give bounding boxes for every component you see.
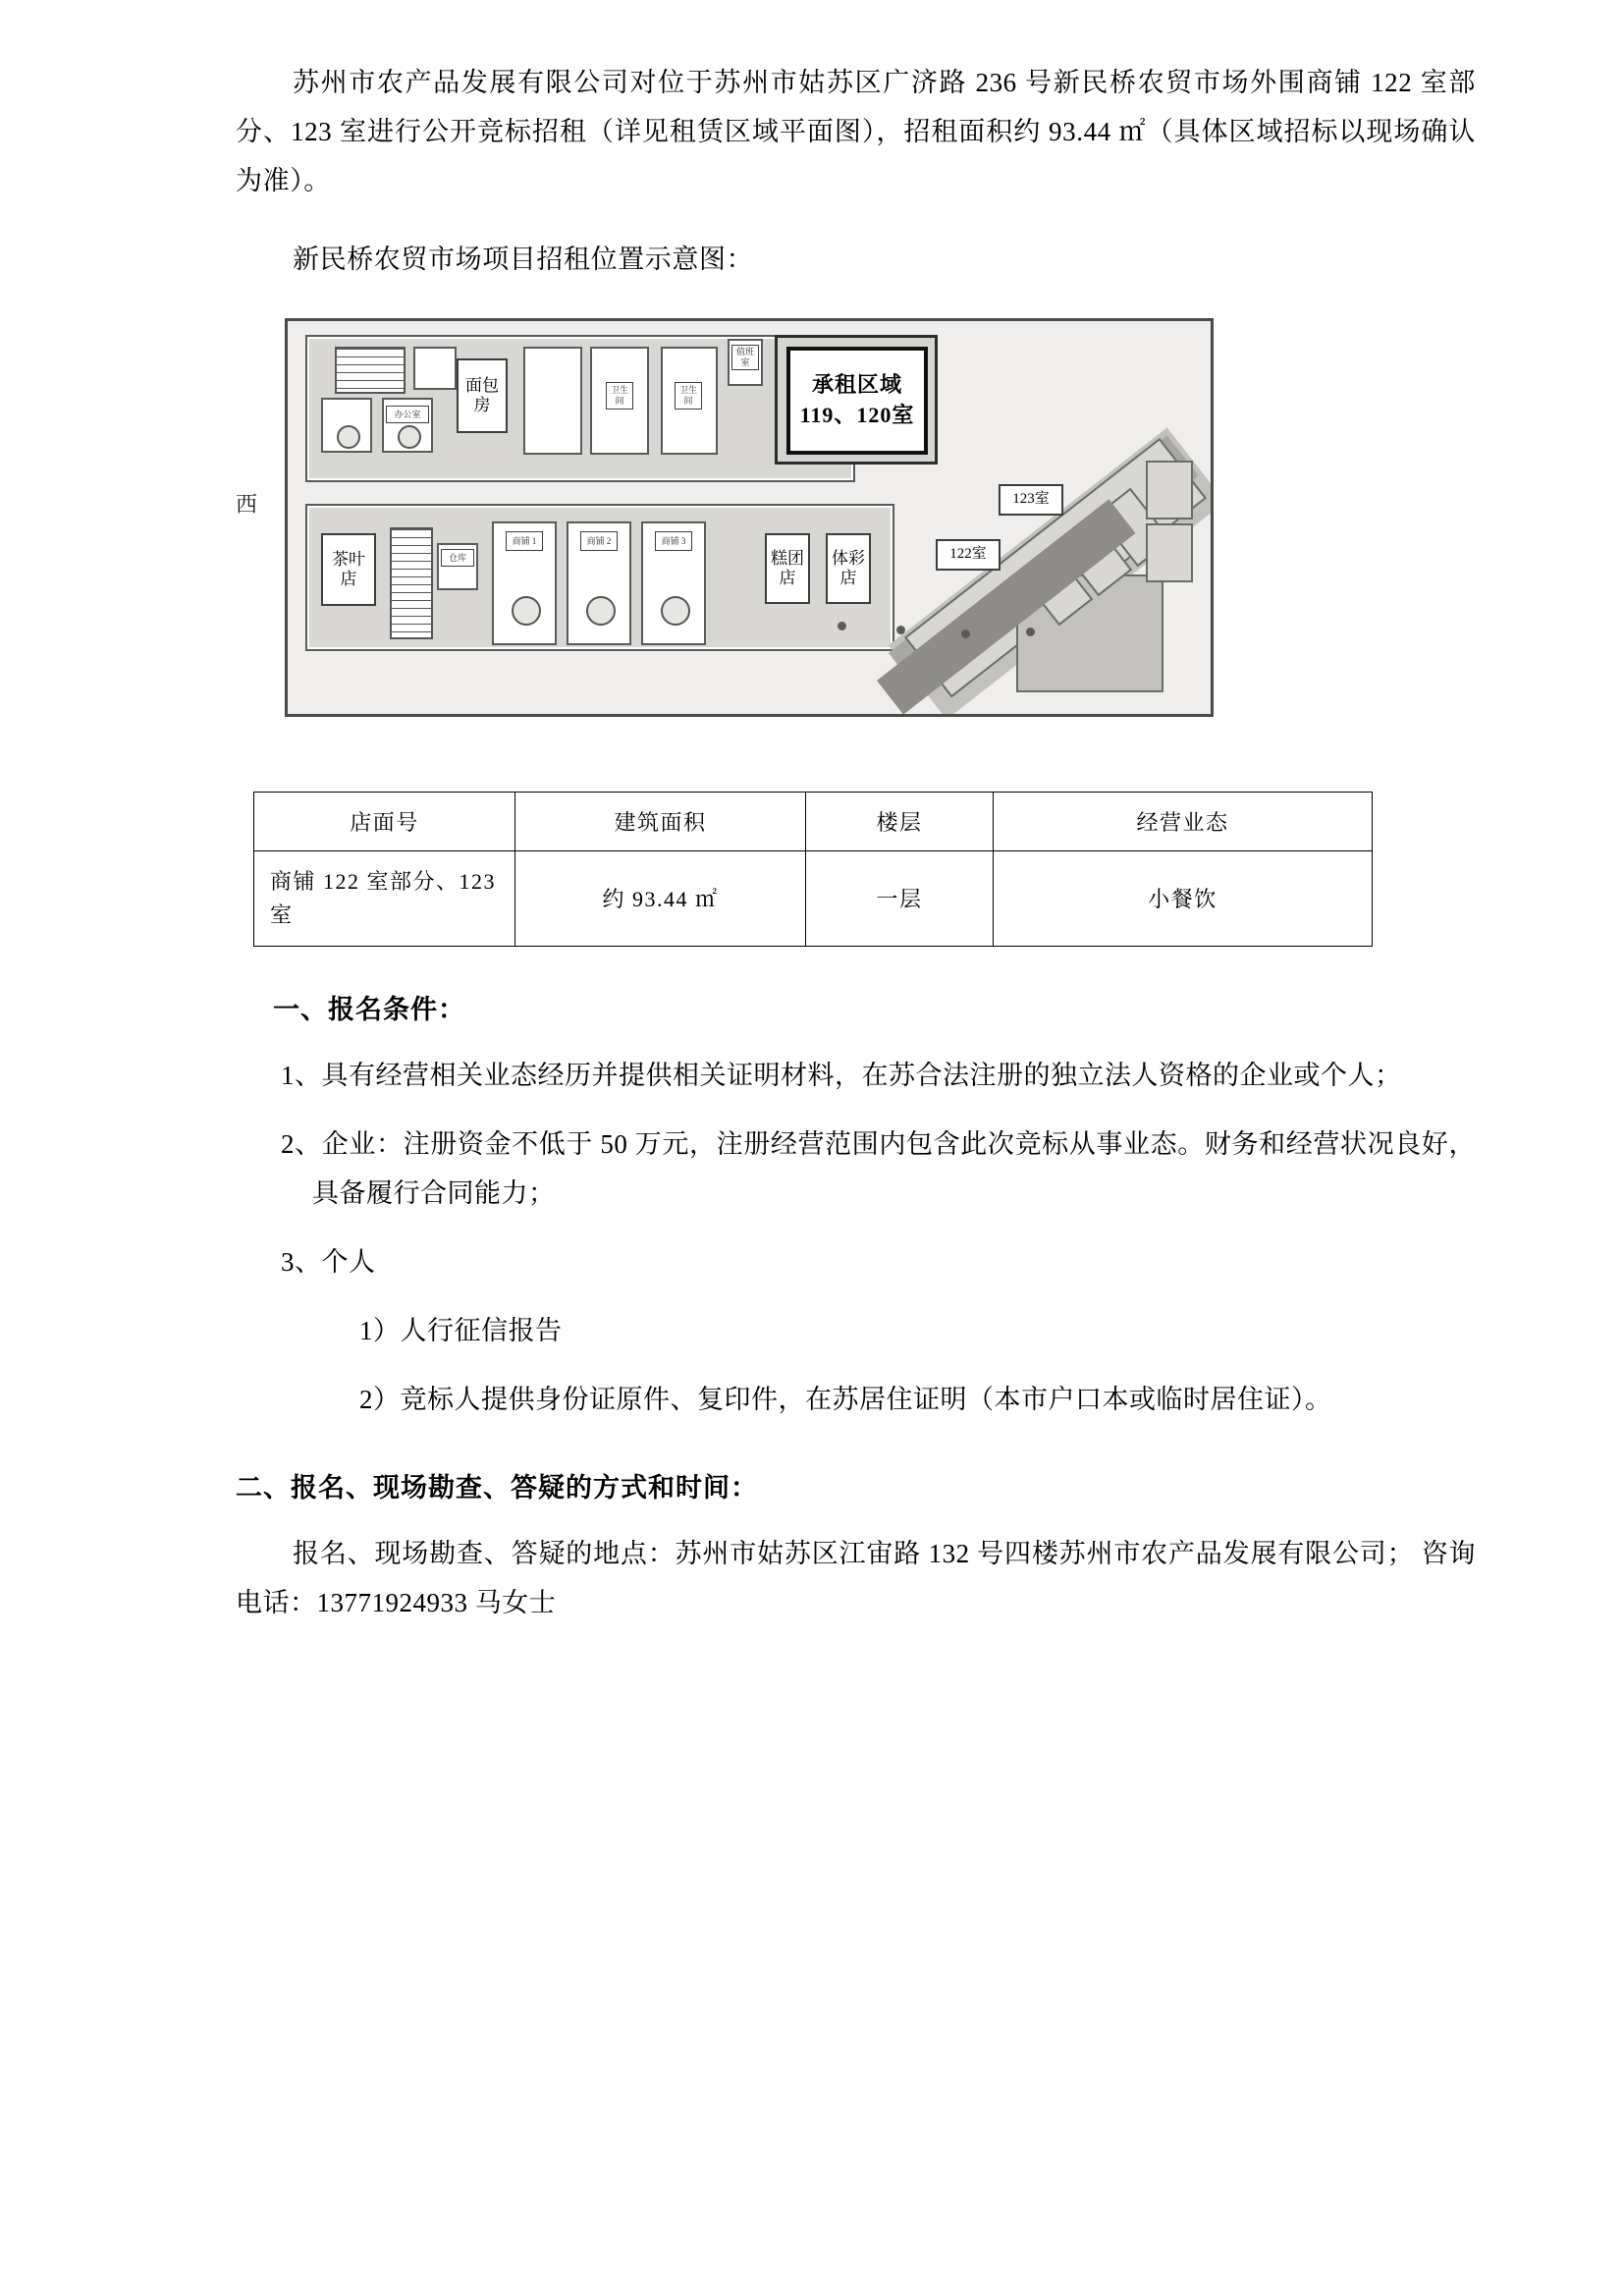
room-122-label: 122室 (936, 539, 1001, 571)
small-label-5: 商铺 1 (506, 531, 543, 551)
rent-area-rooms: 119、120室 (799, 402, 915, 427)
stair-icon (335, 347, 406, 394)
wing-unit-4 (1146, 461, 1193, 519)
small-label-6: 商铺 2 (580, 531, 618, 551)
fixture-circle-1 (337, 425, 360, 449)
room-123-label: 123室 (999, 484, 1063, 516)
upper-room-d (523, 347, 582, 455)
plan-dot-4 (1026, 628, 1035, 636)
cake-shop-label (765, 533, 810, 604)
tea-shop-label (321, 533, 376, 606)
section-1-item-2: 2、企业：注册资金不低于 50 万元，注册经营范围内包含此次竞标从事业态。财务和经营状况良好，具备履行合同能力； (281, 1128, 1476, 1208)
small-label-3: 值班室 (731, 345, 759, 370)
stair-icon-2 (390, 527, 433, 639)
rent-area-title: 承租区域 (811, 371, 902, 397)
section-1-subitem-2: 2）竞标人提供身份证原件、复印件，在苏居住证明（本市户口本或临时居住证）。 (359, 1384, 1332, 1414)
cell-shop-no: 商铺 122 室部分、123 室 (254, 850, 515, 946)
plan-dot-3 (961, 629, 970, 638)
plan-caption: 新民桥农贸市场项目招租位置示意图： (293, 244, 754, 274)
shop-info-table (253, 792, 1373, 947)
section-1-item-1: 1、具有经营相关业态经历并提供相关证明材料，在苏合法注册的独立法人资格的企业或个人； (281, 1060, 1402, 1090)
table-row (254, 850, 1373, 946)
section-1-subitem-1: 1）人行征信报告 (359, 1315, 563, 1345)
cell-area: 约 93.44 ㎡ (515, 850, 806, 946)
plan-dot-1 (838, 622, 846, 630)
lottery-shop-label (826, 533, 871, 604)
bakery-room-text: 面包房 (465, 376, 499, 414)
header-business: 经营业态 (994, 792, 1373, 850)
fixture-circle-4 (586, 596, 616, 626)
compass-west-label: 西 (236, 491, 258, 517)
fixture-circle-2 (398, 425, 421, 449)
floor-plan-canvas (285, 318, 1214, 717)
small-label-4: 仓库 (441, 549, 474, 567)
section-1-title: 一、报名条件： (273, 994, 465, 1024)
wing-unit-5 (1146, 523, 1193, 582)
fixture-circle-5 (661, 596, 690, 626)
cell-floor: 一层 (806, 850, 994, 946)
cake-shop-text: 糕团店 (771, 549, 804, 587)
lottery-shop-text: 体彩店 (832, 549, 865, 587)
table-header-row (254, 792, 1373, 850)
header-shop-no: 店面号 (254, 792, 515, 850)
cell-business: 小餐饮 (994, 850, 1373, 946)
header-floor: 楼层 (806, 792, 994, 850)
section-1-item-3: 3、个人 (281, 1246, 376, 1277)
header-area: 建筑面积 (515, 792, 806, 850)
section-2-body: 报名、现场勘查、答疑的地点：苏州市姑苏区江宙路 132 号四楼苏州市农产品发展有限公司； 咨询电话：13771924933 马女士 (236, 1538, 1476, 1617)
small-label-2: 办公室 (386, 406, 429, 423)
restroom-left-icon: 卫生间 (606, 382, 633, 410)
tea-shop-text: 茶叶店 (332, 550, 365, 588)
bakery-room-label (457, 358, 508, 433)
rent-area-box (786, 347, 928, 455)
restroom-right-icon: 卫生间 (675, 382, 702, 410)
small-label-7: 商铺 3 (655, 531, 692, 551)
fixture-circle-3 (512, 596, 541, 626)
section-2-title: 二、报名、现场勘查、答疑的方式和时间： (236, 1472, 758, 1503)
intro-paragraph: 苏州市农产品发展有限公司对位于苏州市姑苏区广济路 236 号新民桥农贸市场外围商铺 122 室部分、123 室进行公开竞标招租（详见租赁区域平面图），招租面积约 93.44 ㎡（具体区域招标以现场确认为准）。 (236, 68, 1476, 195)
floor-plan-figure (236, 306, 1375, 758)
plan-dot-2 (896, 626, 905, 634)
upper-room-a (413, 347, 457, 390)
